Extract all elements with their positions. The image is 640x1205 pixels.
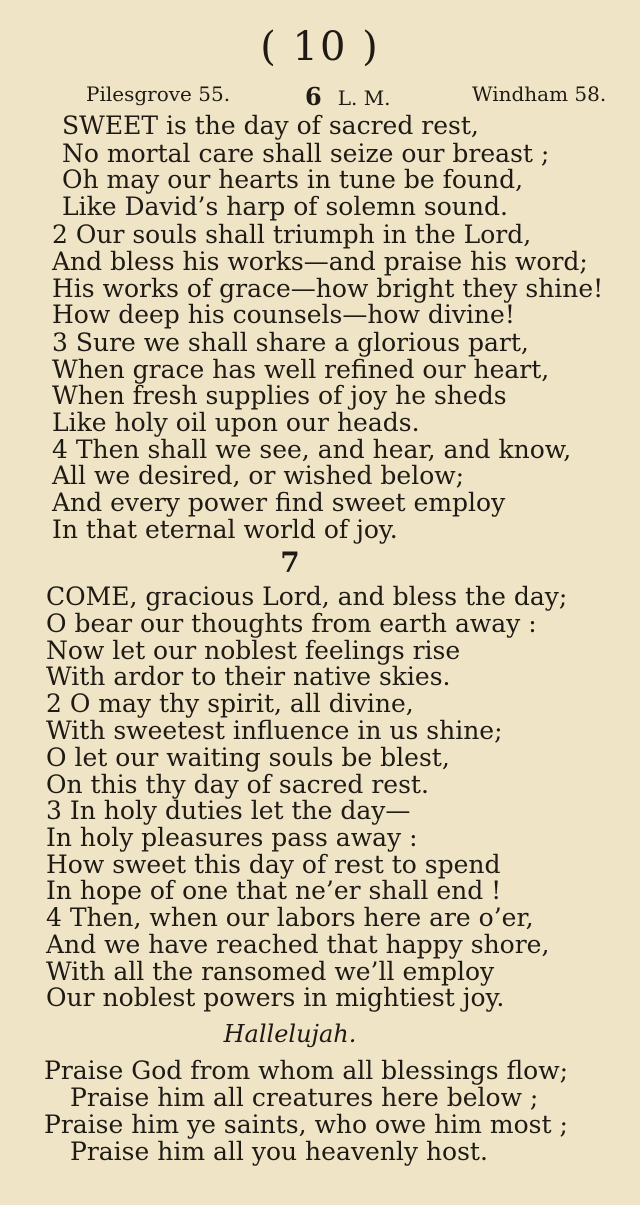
hymn6-line: Like David’s harp of solemn sound. (62, 192, 508, 221)
doxology-line: Praise him all creatures here below ; (70, 1083, 539, 1112)
meter: L. M. (337, 86, 391, 110)
hymn7-number: 7 (280, 546, 300, 579)
hymn7-line: O let our waiting souls be blest, (46, 743, 450, 772)
hymn6-line: SWEET is the day of sacred rest, (62, 111, 479, 140)
hymn7-line: In holy pleasures pass away : (46, 823, 418, 852)
page-number: ( 10 ) (260, 24, 380, 70)
hymn7-line: With ardor to their native skies. (46, 662, 451, 691)
hymn7-line: 2 O may thy spirit, all divine, (46, 689, 414, 718)
doxology-line: Praise him ye saints, who owe him most ; (44, 1110, 568, 1139)
hymn6-line: When grace has well refined our heart, (52, 355, 550, 384)
tune-right: Windham 58. (472, 82, 607, 106)
tune-left: Pilesgrove 55. (86, 82, 231, 106)
hymn7-line: COME, gracious Lord, and bless the day; (46, 582, 568, 611)
hymn6-line: And bless his works—and praise his word; (52, 247, 588, 276)
hymn-number: 6 (305, 82, 322, 111)
doxology-line: Praise God from whom all blessings flow; (44, 1056, 569, 1085)
hymn7-line: With all the ransomed we’ll employ (46, 957, 495, 986)
hymn6-line: 3 Sure we shall share a glorious part, (52, 328, 529, 357)
hymn6-line: In that eternal world of joy. (52, 515, 398, 544)
hymn6-line: When fresh supplies of joy he sheds (52, 381, 507, 410)
hymn7-line: With sweetest influence in us shine; (46, 716, 503, 745)
doxology-line: Praise him all you heavenly host. (70, 1137, 488, 1166)
hymn7-line: 3 In holy duties let the day— (46, 796, 411, 825)
hymn6-line: All we desired, or wished below; (52, 461, 465, 490)
hymn7-line: And we have reached that happy shore, (46, 930, 550, 959)
hymn6-line: Like holy oil upon our heads. (52, 408, 420, 437)
doxology-title: Hallelujah. (223, 1020, 357, 1048)
hymn7-line: O bear our thoughts from earth away : (46, 609, 537, 638)
hymn6-line: 4 Then shall we see, and hear, and know, (52, 435, 572, 464)
hymn6-line: 2 Our souls shall triumph in the Lord, (52, 220, 532, 249)
hymn6-line: How deep his counsels—how divine! (52, 300, 515, 329)
hymn6-line: Oh may our hearts in tune be found, (62, 165, 524, 194)
hymn7-line: Our noblest powers in mightiest joy. (46, 983, 505, 1012)
hymn7-line: 4 Then, when our labors here are o’er, (46, 903, 534, 932)
hymn6-line: His works of grace—how bright they shine! (52, 274, 604, 303)
hymn6-line: No mortal care shall seize our breast ; (62, 139, 550, 168)
hymn7-line: On this thy day of sacred rest. (46, 770, 429, 799)
hymn7-line: Now let our noblest feelings rise (46, 636, 461, 665)
hymn-header (305, 82, 391, 111)
hymn7-line: In hope of one that ne’er shall end ! (46, 876, 502, 905)
hymn7-line: How sweet this day of rest to spend (46, 850, 501, 879)
hymn6-line: And every power find sweet employ (52, 488, 506, 517)
